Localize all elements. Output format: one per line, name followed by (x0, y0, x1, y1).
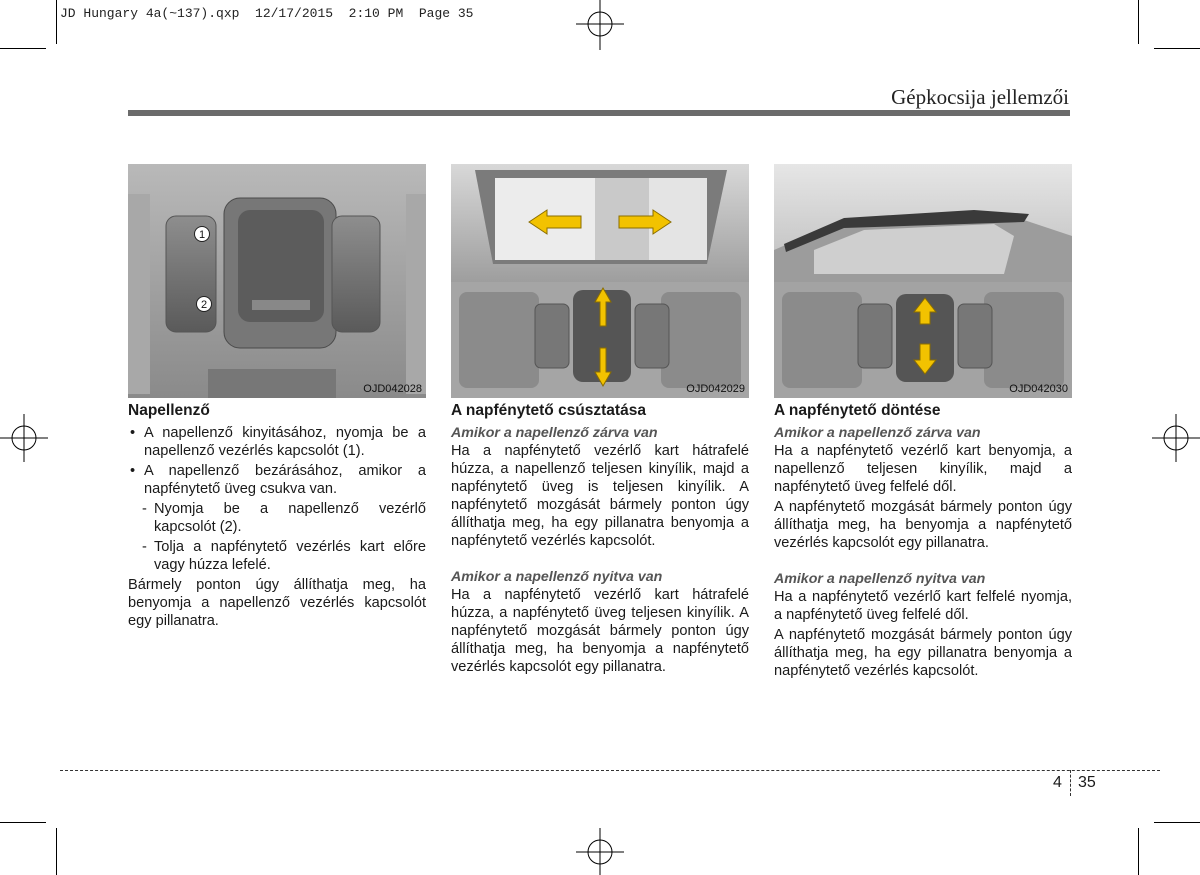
registration-mark-top (576, 0, 624, 50)
subheading-open: Amikor a napellenző nyitva van (774, 571, 986, 587)
subheading-closed: Amikor a napellenző zárva van (774, 425, 981, 441)
figure-code: OJD042029 (686, 383, 745, 395)
header-rule (128, 110, 1070, 116)
callout-2-label: 2 (200, 299, 208, 311)
footer-rule (60, 770, 1160, 771)
figure-sunshade-switch (128, 164, 426, 398)
heading-sliding: A napfénytető csúsztatása (451, 402, 646, 419)
figure-tilting (774, 164, 1072, 398)
figure-sliding (451, 164, 749, 398)
para-closed: Ha a napfénytető vezérlő kart hátrafelé húzza, a napellenző teljesen kinyílik, majd a napfénytető üveg is teljesen kinyílik. A napfénytető mozgását bármely ponton úgy állíthatja meg, ha egy pillanatra benyomja a napfénytető vezérlés kapcsolót. (451, 443, 749, 549)
chapter-number: 4 (1053, 774, 1062, 791)
heading-tilting: A napfénytető döntése (774, 402, 941, 419)
print-slug: JD Hungary 4a(~137).qxp 12/17/2015 2:10 PM Page 35 (60, 6, 474, 21)
subheading-open: Amikor a napellenző nyitva van (451, 569, 663, 585)
para-closed-1: Ha a napfénytető vezérlő kart benyomja, a napellenző teljesen kinyílik, majd a napfénytető üveg felfelé dől. (774, 443, 1072, 495)
dash-push: - Tolja a napfénytető vezérlés kart előre vagy húzza lefelé. (128, 538, 426, 574)
figure-code: OJD042028 (363, 383, 422, 395)
para-closed-2: A napfénytető mozgását bármely ponton úgy állíthatja meg, ha benyomja a napfénytető vezérlés kapcsolót egy pillanatra. (774, 499, 1072, 551)
para-stop: Bármely ponton úgy állíthatja meg, ha benyomja a napellenző vezérlés kapcsolót egy pillanatra. (128, 577, 426, 629)
bullet-close: • A napellenző bezárásához, amikor a napfénytető üveg csukva van. (128, 462, 426, 498)
dash-press: - Nyomja be a napellenző vezérlő kapcsolót (2). (128, 500, 426, 536)
para-open-1: Ha a napfénytető vezérlő kart felfelé nyomja, a napfénytető üveg felfelé dől. (774, 589, 1072, 623)
callout-1-label: 1 (198, 229, 206, 241)
footer-divider (1070, 770, 1071, 796)
registration-mark-bottom (576, 828, 624, 875)
para-open: Ha a napfénytető vezérlő kart hátrafelé húzza, a napfénytető üveg teljesen kinyílik. A napfénytető mozgását bármely ponton úgy állíthatja meg, ha benyomja a napfénytető vezérlés kapcsolót egy pillanatra. (451, 587, 749, 675)
heading-sunshade: Napellenző (128, 402, 210, 419)
figure-code: OJD042030 (1009, 383, 1068, 395)
para-open-2: A napfénytető mozgását bármely ponton úgy állíthatja meg, ha egy pillanatra benyomja a napfénytető vezérlés kapcsolót. (774, 627, 1072, 679)
page-number: 35 (1078, 774, 1096, 791)
registration-mark-left (0, 414, 48, 462)
callout-1-icon (194, 226, 210, 242)
registration-mark-right (1152, 414, 1200, 462)
section-title: Gépkocsija jellemzői (891, 85, 1069, 109)
callout-2-icon (196, 296, 212, 312)
bullet-open: • A napellenző kinyitásához, nyomja be a napellenző vezérlés kapcsolót (1). (128, 424, 426, 460)
subheading-closed: Amikor a napellenző zárva van (451, 425, 658, 441)
